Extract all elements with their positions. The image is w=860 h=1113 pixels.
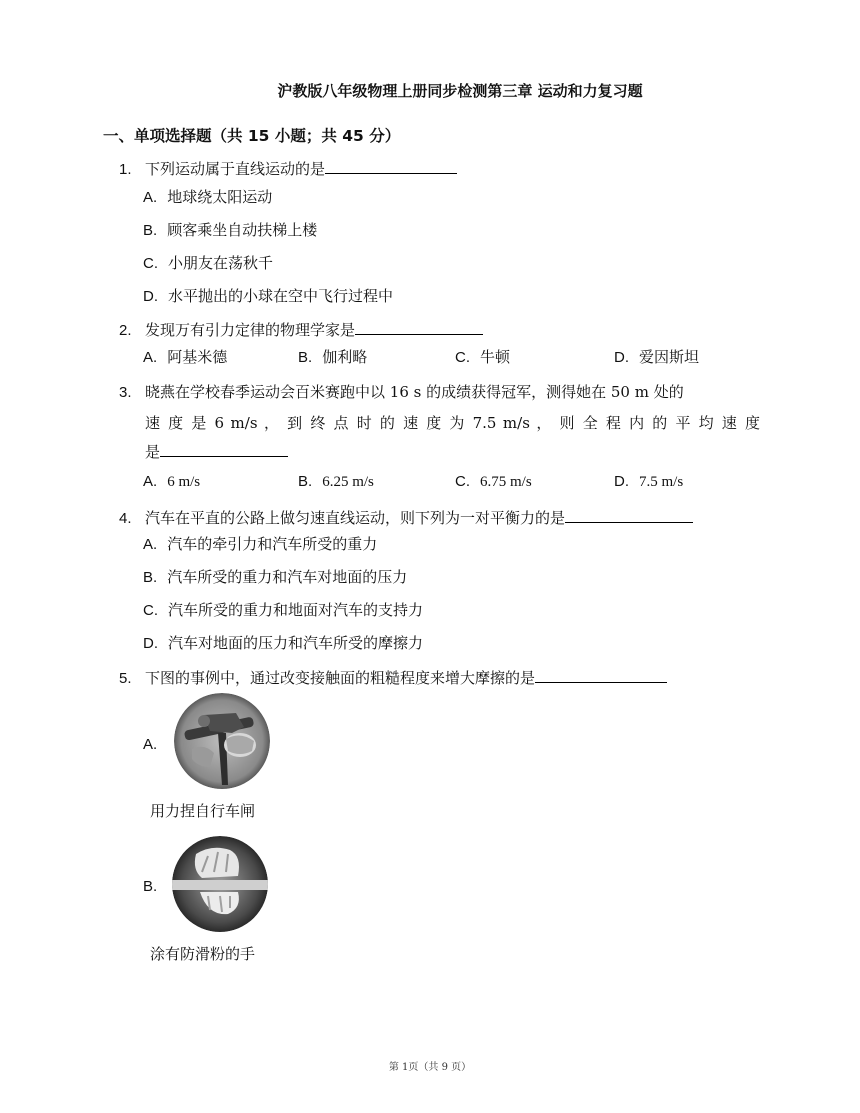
option-b[interactable]: B. 6.25 m/s <box>298 473 374 490</box>
question-2: 2. 发现万有引力定律的物理学家是 <box>119 319 483 341</box>
hands-chalk-image <box>172 836 268 932</box>
option-c[interactable]: C. 汽车所受的重力和地面对汽车的支持力 <box>143 601 424 619</box>
question-3-line-3: 是 <box>145 441 288 462</box>
section-heading: 一、单项选择题（共 15 小题；共 45 分） <box>103 127 401 145</box>
question-1 <box>119 158 457 180</box>
option-a[interactable]: A. 阿基米德 <box>143 348 228 366</box>
option-c[interactable]: C. 6.75 m/s <box>455 473 532 490</box>
option-b[interactable]: B. 伽利略 <box>298 348 368 366</box>
answer-blank[interactable] <box>160 441 288 457</box>
answer-blank[interactable] <box>325 158 457 174</box>
question-4: 4. 汽车在平直的公路上做匀速直线运动，则下列为一对平衡力的是 <box>119 507 693 529</box>
question-3-line-2: 速 度 是 6 m/s ， 到 终 点 时 的 速 度 为 7.5 m/s ， 则 全 程 内 的 平 均 速 度 <box>145 414 760 432</box>
page-title: 沪教版八年级物理上册同步检测第三章 运动和力复习题 <box>277 82 643 100</box>
option-d[interactable]: D. 7.5 m/s <box>614 473 684 490</box>
option-c[interactable]: C. 小朋友在荡秋千 <box>143 254 274 272</box>
answer-blank[interactable] <box>565 507 693 523</box>
question-3: 3. 晓燕在学校春季运动会百米赛跑中以 16 s 的成绩获得冠军，测得她在 50 m 处的 <box>119 383 684 401</box>
option-b[interactable]: B. <box>143 878 158 895</box>
option-a[interactable]: A. 6 m/s <box>143 473 201 490</box>
option-a[interactable]: A. <box>143 736 158 753</box>
option-b[interactable]: B. 顾客乘坐自动扶梯上楼 <box>143 221 318 239</box>
option-d[interactable]: D. 汽车对地面的压力和汽车所受的摩擦力 <box>143 634 424 652</box>
question-number: 1. <box>119 161 132 178</box>
option-a-caption: 用力捏自行车闸 <box>150 802 256 820</box>
question-text: 下列运动属于直线运动的是 <box>145 160 326 178</box>
option-d[interactable]: D. 水平抛出的小球在空中飞行过程中 <box>143 287 394 305</box>
answer-blank[interactable] <box>355 319 483 335</box>
option-a[interactable]: A. 地球绕太阳运动 <box>143 188 273 206</box>
question-5: 5. 下图的事例中，通过改变接触面的粗糙程度来增大摩擦的是 <box>119 667 667 689</box>
answer-blank[interactable] <box>535 667 667 683</box>
option-a[interactable]: A. 汽车的牵引力和汽车所受的重力 <box>143 535 378 553</box>
bicycle-brake-image <box>174 693 270 789</box>
option-b-caption: 涂有防滑粉的手 <box>150 945 256 963</box>
option-d[interactable]: D. 爱因斯坦 <box>614 348 700 366</box>
page-footer: 第 1页（共 9 页） <box>388 1062 472 1073</box>
option-c[interactable]: C. 牛顿 <box>455 348 511 366</box>
option-b[interactable]: B. 汽车所受的重力和汽车对地面的压力 <box>143 568 408 586</box>
